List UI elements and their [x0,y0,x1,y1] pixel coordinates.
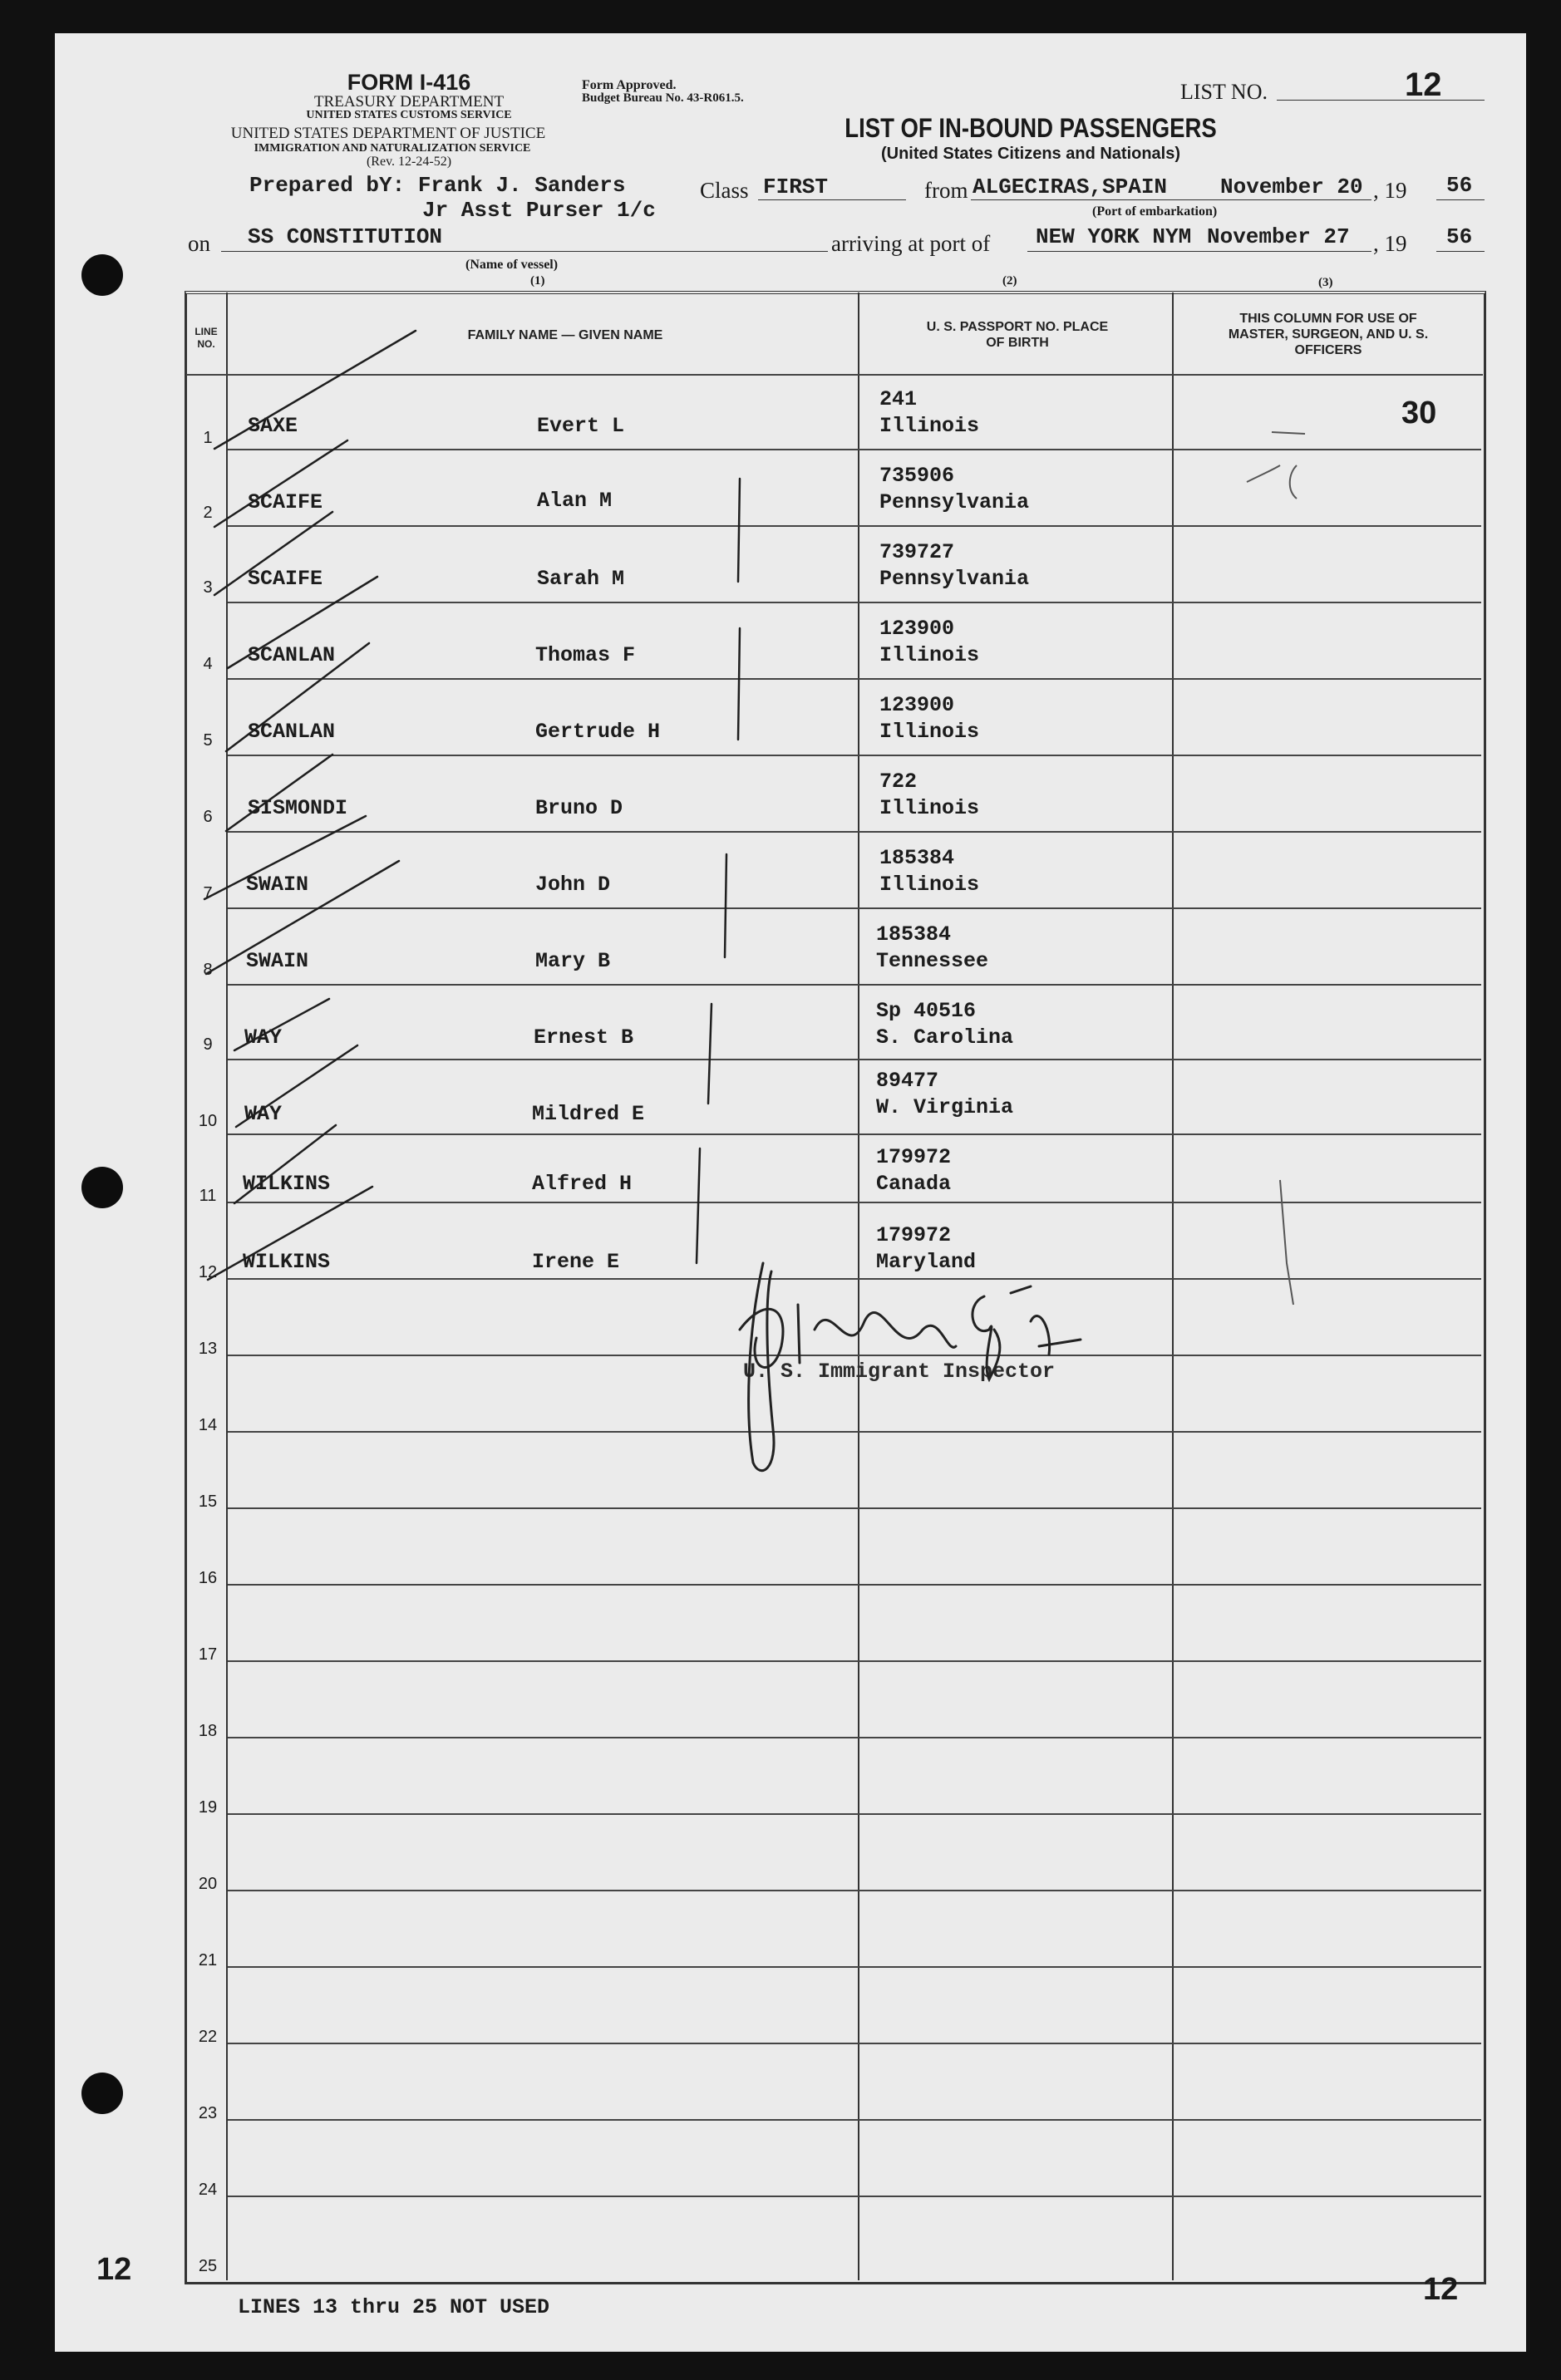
passport-number: 123900 [879,693,955,717]
line-number: 11 [199,1187,217,1205]
check-mark [226,755,332,831]
line-number: 18 [198,1722,218,1740]
port-of-embarkation: ALGECIRAS,SPAIN [973,175,1168,199]
place-of-birth: Illinois [879,720,980,744]
place-of-birth: Illinois [879,873,980,897]
family-name: SWAIN [246,949,309,973]
arrival-port: NEW YORK NYM [1036,224,1192,249]
bracket-mark [708,1004,712,1104]
check-mark [206,861,399,974]
inspector-signature [740,1263,1081,1471]
family-name: SCAIFE [248,490,323,514]
line-number: 5 [203,731,213,750]
line-number: 12 [198,1263,218,1281]
passport-number: 89477 [876,1069,939,1093]
header-line-number: LINE NO. [195,326,218,350]
family-name: SWAIN [246,873,309,897]
place-of-birth: Pennsylvania [879,567,1030,591]
line-number: 20 [198,1875,218,1893]
budget-bureau-number: Budget Bureau No. 43-R061.5. [582,91,744,105]
line-number: 2 [203,504,213,522]
column-3-marker: (3) [1318,276,1333,289]
line-number: 8 [203,961,213,979]
arrival-date: November 27 [1207,224,1350,249]
list-number: 12 [1405,66,1442,103]
prepared-by: Prepared bY: Frank J. Sanders [249,173,626,198]
column-2-marker: (2) [1002,274,1017,288]
given-name: Mary B [535,949,611,973]
passport-number: 179972 [876,1145,952,1169]
family-name: WILKINS [243,1250,331,1274]
passport-number: 123900 [879,617,955,641]
line-number: 10 [198,1112,218,1130]
check-mark [234,999,329,1050]
class-label: Class [700,178,749,203]
check-mark [214,331,416,449]
unused-lines-note: LINES 13 thru 25 NOT USED [238,2295,550,2319]
given-name: Irene E [532,1250,620,1274]
embarkation-year-prefix: , 19 [1373,178,1407,203]
family-name: WILKINS [243,1172,331,1196]
justice-department: UNITED STATES DEPARTMENT OF JUSTICE [230,125,546,142]
check-mark [226,643,369,751]
place-of-birth: Maryland [876,1250,977,1274]
line-number: 24 [198,2181,218,2199]
given-name: Bruno D [535,796,623,820]
list-number-label: LIST NO. [1180,80,1268,104]
line-number: 25 [198,2257,218,2275]
form-number: FORM I-416 [347,70,471,95]
passport-number: 179972 [876,1223,952,1247]
officer-pencil-marks [1247,432,1305,1305]
line-number: 16 [198,1569,218,1587]
form-subtitle: (United States Citizens and Nationals) [880,145,1181,163]
header-passport-birthplace: U. S. PASSPORT NO. PLACE OF BIRTH [926,320,1109,350]
form-approved: Form Approved. [582,78,677,92]
family-name: SCANLAN [248,643,336,667]
form-title: LIST OF IN-BOUND PASSENGERS [845,113,1217,143]
given-name: Alan M [537,489,613,513]
bracket-mark [738,479,740,582]
family-name: SCAIFE [248,567,323,591]
line-number: 6 [203,808,213,826]
line-number: 19 [198,1798,218,1817]
place-of-birth: Canada [876,1172,952,1196]
bracket-mark [738,628,740,740]
line-number: 21 [198,1951,218,1969]
passport-number: 722 [879,770,918,794]
passport-number: 185384 [876,922,952,947]
given-name: Alfred H [532,1172,633,1196]
given-name: John D [535,873,611,897]
family-name: SISMONDI [248,796,348,820]
officer-count-note: 30 [1401,396,1437,430]
bracket-mark [697,1148,700,1263]
line-number: 13 [198,1340,218,1358]
check-mark [236,1045,357,1127]
arrival-year-prefix: , 19 [1373,231,1407,256]
customs-service: UNITED STATES CUSTOMS SERVICE [306,109,512,121]
embarkation-year: 56 [1446,173,1473,198]
check-mark [208,1187,372,1280]
place-of-birth: Illinois [879,796,980,820]
arriving-label: arriving at port of [831,231,991,256]
header-family-given-name: FAMILY NAME — GIVEN NAME [467,328,663,342]
embarkation-date: November 20 [1220,175,1363,199]
header-officers-column: THIS COLUMN FOR USE OF MASTER, SURGEON, AND U. S. OFFICERS [1228,312,1429,357]
passport-number: Sp 40516 [876,999,977,1023]
given-name: Sarah M [537,567,625,591]
immigrant-inspector-label: U. S. Immigrant Inspector [743,1360,1056,1384]
family-name: SCANLAN [248,720,336,744]
line-number: 15 [198,1492,218,1511]
line-number: 7 [203,884,213,902]
line-number: 14 [198,1416,218,1434]
passport-number: 735906 [879,464,955,488]
bracket-mark [725,854,726,957]
line-number: 9 [203,1035,213,1054]
place-of-birth: S. Carolina [876,1025,1014,1050]
line-number: 1 [203,429,213,447]
on-label: on [188,231,210,256]
place-of-birth: W. Virginia [876,1095,1014,1119]
family-name: WAY [244,1025,283,1050]
class-value: FIRST [763,175,829,199]
vessel-caption: (Name of vessel) [465,258,559,272]
family-name: WAY [244,1102,283,1126]
given-name: Thomas F [535,643,636,667]
given-name: Mildred E [532,1102,645,1126]
page-number-left: 12 [96,2252,132,2287]
arrival-year: 56 [1446,224,1473,249]
vessel-name: SS CONSTITUTION [248,224,443,249]
check-mark [214,440,347,527]
passport-number: 739727 [879,540,955,564]
line-number: 4 [203,655,213,673]
given-name: Gertrude H [535,720,661,744]
given-name: Ernest B [534,1025,634,1050]
line-number: 23 [198,2104,218,2122]
ins-service: IMMIGRATION AND NATURALIZATION SERVICE [254,142,531,155]
place-of-birth: Illinois [879,414,980,438]
column-1-marker: (1) [530,274,545,288]
from-label: from [924,178,968,203]
place-of-birth: Tennessee [876,949,989,973]
place-of-birth: Pennsylvania [879,490,1030,514]
treasury-department: TREASURY DEPARTMENT [313,93,505,111]
line-number: 22 [198,2028,218,2046]
place-of-birth: Illinois [879,643,980,667]
passport-number: 241 [879,387,918,411]
prepared-by-title: Jr Asst Purser 1/c [422,198,656,223]
port-embarkation-caption: (Port of embarkation) [1092,204,1218,219]
line-number: 3 [203,578,213,597]
line-number: 17 [198,1645,218,1664]
family-name: SAXE [248,414,298,438]
check-mark [234,1125,336,1203]
passport-number: 185384 [879,846,955,870]
page-number-right: 12 [1423,2272,1459,2307]
given-name: Evert L [537,414,625,438]
form-revision: (Rev. 12-24-52) [366,155,452,169]
check-mark [214,512,332,595]
